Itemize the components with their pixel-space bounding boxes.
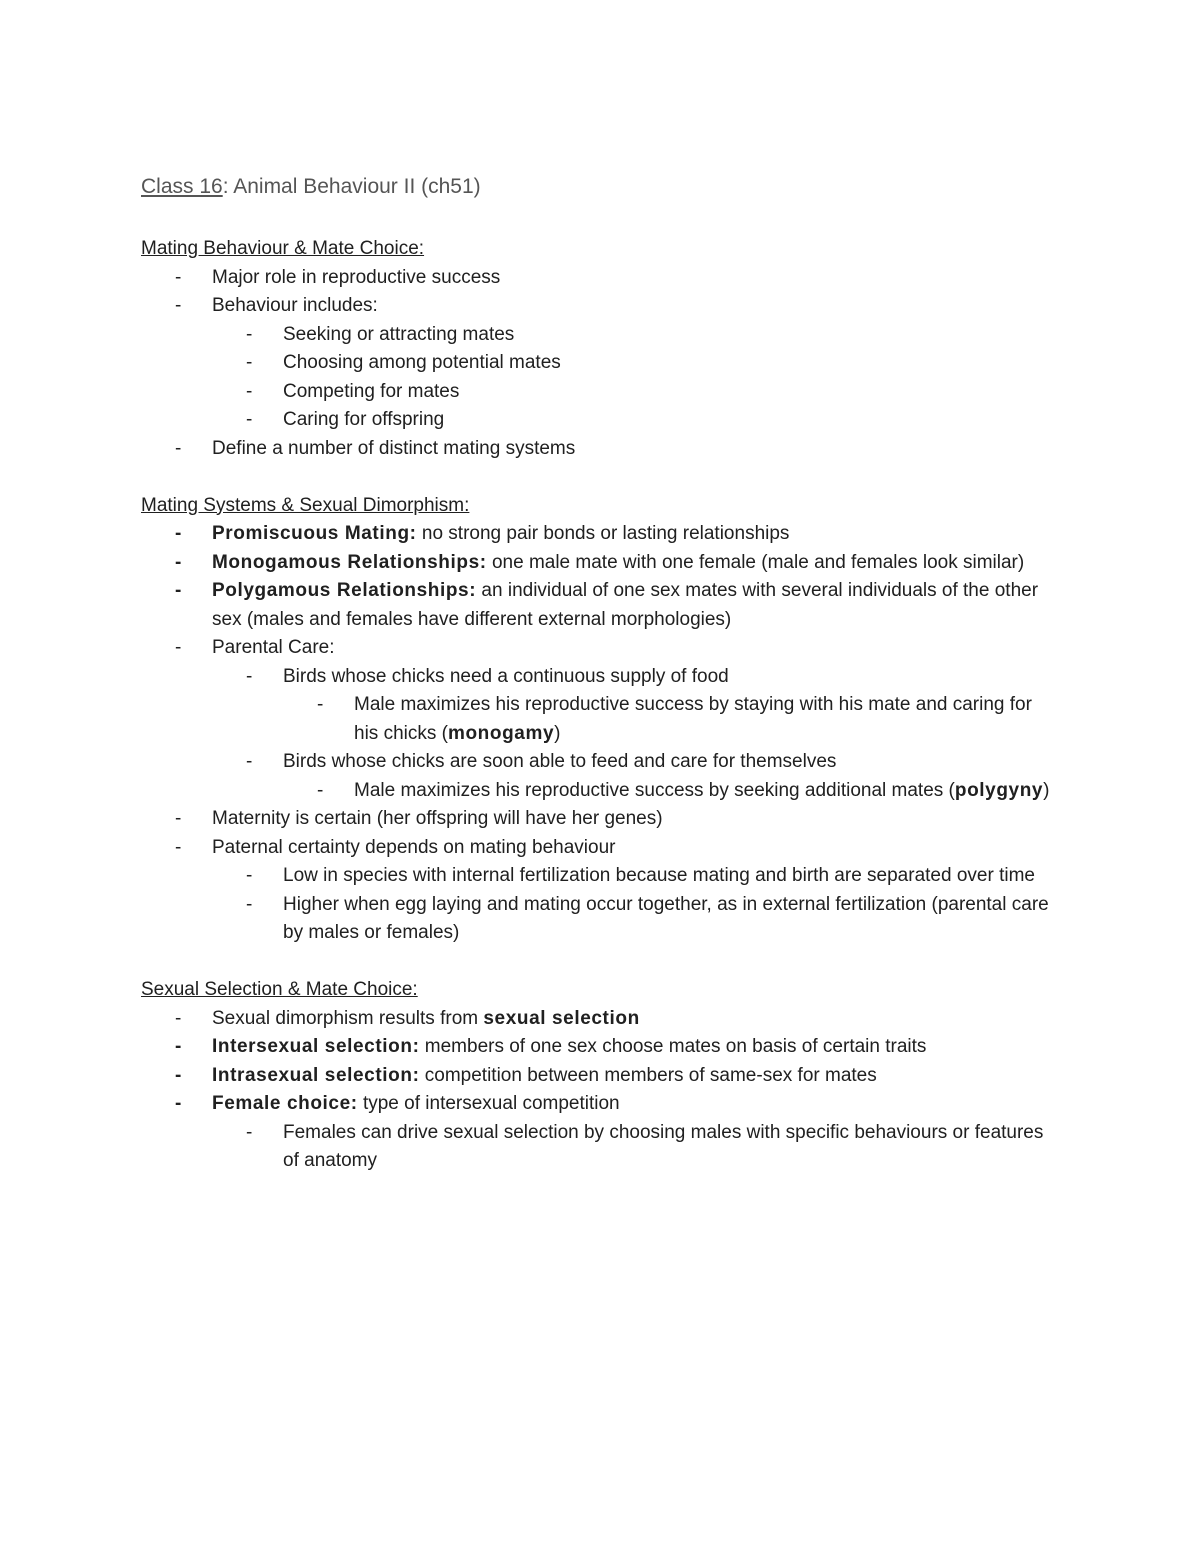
- list-item: [212, 378, 1061, 407]
- section-heading-mating-systems: Mating Systems & Sexual Dimorphism:: [141, 494, 470, 516]
- term: polygyny: [954, 779, 1044, 801]
- parental-care-sublist: [212, 663, 1061, 806]
- term: Promiscuous Mating:: [212, 523, 417, 544]
- dash-bullet: -: [175, 266, 182, 288]
- list-item-text: Seeking or attracting mates: [283, 323, 515, 345]
- list-item: [141, 1062, 1061, 1091]
- list-item: [141, 805, 1061, 834]
- class-label: Class 16: [141, 175, 223, 198]
- dash-bullet: -: [175, 1093, 182, 1114]
- list-item: [212, 663, 1061, 749]
- list-item-text: Paternal certainty depends on mating behaviour: [212, 836, 616, 858]
- list-item: [212, 748, 1061, 805]
- term: Intersexual selection:: [212, 1036, 420, 1057]
- dash-bullet: -: [246, 409, 253, 430]
- dash-bullet: -: [246, 380, 253, 402]
- dash-bullet: -: [317, 694, 324, 715]
- list-item-text: Male maximizes his reproductive success by staying with his mate and caring for his chicks (: [354, 694, 1032, 744]
- definition: competition between members of same-sex for mates: [419, 1064, 877, 1086]
- dash-bullet: -: [246, 751, 253, 772]
- list-item: [141, 634, 1061, 805]
- list-item-text: Parental Care:: [212, 637, 335, 658]
- term: Monogamous Relationships:: [212, 551, 487, 573]
- term: sexual selection: [483, 1007, 640, 1029]
- title-text: : Animal Behaviour II (ch51): [222, 175, 481, 198]
- list-item: [141, 520, 1061, 549]
- definition: an individual of one sex mates with several individuals of the other sex (males and females have different external morphologies): [212, 580, 1039, 630]
- birds2-sublist: [283, 777, 1061, 806]
- list-item: [141, 1033, 1061, 1062]
- dash-bullet: -: [246, 865, 253, 886]
- list-item: [141, 292, 1061, 435]
- dash-bullet: -: [246, 1121, 253, 1143]
- list-item: [141, 1090, 1061, 1176]
- list-item-text: Birds whose chicks are soon able to feed and care for themselves: [283, 751, 837, 772]
- list-item: [212, 321, 1061, 350]
- birds1-sublist: [283, 691, 1061, 748]
- list-item-text: Birds whose chicks need a continuous supply of food: [283, 665, 729, 687]
- list-item: [212, 891, 1061, 948]
- list-item-text: Caring for offspring: [283, 409, 445, 430]
- dash-bullet: -: [175, 836, 182, 858]
- dash-bullet: -: [175, 551, 182, 573]
- list-item-text: Higher when egg laying and mating occur together, as in external fertilization (parental care by males or females): [283, 893, 1049, 943]
- definition: members of one sex choose mates on basis of certain traits: [419, 1036, 927, 1057]
- definition: no strong pair bonds or lasting relationships: [416, 523, 790, 544]
- dash-bullet: -: [175, 580, 182, 601]
- sexual-selection-list: [141, 1005, 1061, 1176]
- list-item-text: Choosing among potential mates: [283, 352, 561, 373]
- list-item: [212, 1119, 1061, 1176]
- list-item: [283, 777, 1061, 806]
- dash-bullet: -: [175, 295, 182, 316]
- list-item: [141, 264, 1061, 293]
- page-title: [141, 172, 1061, 202]
- list-item-text: Sexual dimorphism results from: [212, 1007, 484, 1029]
- list-item-text: Major role in reproductive success: [212, 266, 501, 288]
- section-spacer: [141, 463, 1061, 492]
- dash-bullet: -: [175, 1007, 182, 1029]
- list-item: [141, 549, 1061, 578]
- list-item: [141, 834, 1061, 948]
- list-item: [141, 435, 1061, 464]
- term: Female choice:: [212, 1093, 358, 1114]
- list-item: [212, 406, 1061, 435]
- list-item-text: ): [554, 722, 561, 744]
- section-heading-sexual-selection: Sexual Selection & Mate Choice:: [141, 979, 418, 1000]
- list-item-text: ): [1043, 779, 1050, 801]
- section-spacer: [141, 948, 1061, 977]
- list-item-text: Maternity is certain (her offspring will have her genes): [212, 808, 663, 829]
- definition: type of intersexual competition: [357, 1093, 620, 1114]
- paternal-sublist: [212, 862, 1061, 948]
- document-page: [141, 172, 1061, 1176]
- dash-bullet: -: [175, 437, 182, 459]
- dash-bullet: -: [246, 893, 253, 915]
- list-item-text: Competing for mates: [283, 380, 460, 402]
- mating-behaviour-list: [141, 264, 1061, 464]
- dash-bullet: -: [246, 323, 253, 345]
- list-item: [283, 691, 1061, 748]
- behaviour-sublist: [212, 321, 1061, 435]
- list-item: [212, 862, 1061, 891]
- term: Intrasexual selection:: [212, 1064, 420, 1086]
- list-item-text: Females can drive sexual selection by choosing males with specific behaviours or features of anatomy: [283, 1121, 1044, 1171]
- section-heading-mating-behaviour: Mating Behaviour & Mate Choice:: [141, 238, 425, 259]
- dash-bullet: -: [317, 779, 324, 801]
- list-item: [212, 349, 1061, 378]
- dash-bullet: -: [175, 523, 182, 544]
- dash-bullet: -: [246, 352, 253, 373]
- list-item: [141, 1005, 1061, 1034]
- dash-bullet: -: [175, 808, 182, 829]
- term: monogamy: [447, 722, 555, 744]
- term: Polygamous Relationships:: [212, 580, 477, 601]
- list-item-text: Male maximizes his reproductive success by seeking additional mates (: [354, 779, 955, 801]
- dash-bullet: -: [175, 1036, 182, 1057]
- list-item-text: Low in species with internal fertilization because mating and birth are separated over time: [283, 865, 1035, 886]
- dash-bullet: -: [175, 1064, 182, 1086]
- dash-bullet: -: [246, 665, 253, 687]
- female-choice-sublist: [212, 1119, 1061, 1176]
- definition: one male mate with one female (male and females look similar): [486, 551, 1025, 573]
- dash-bullet: -: [175, 637, 182, 658]
- list-item-text: Define a number of distinct mating systems: [212, 437, 576, 459]
- mating-systems-list: [141, 520, 1061, 948]
- list-item: [141, 577, 1061, 634]
- list-item-text: Behaviour includes:: [212, 295, 378, 316]
